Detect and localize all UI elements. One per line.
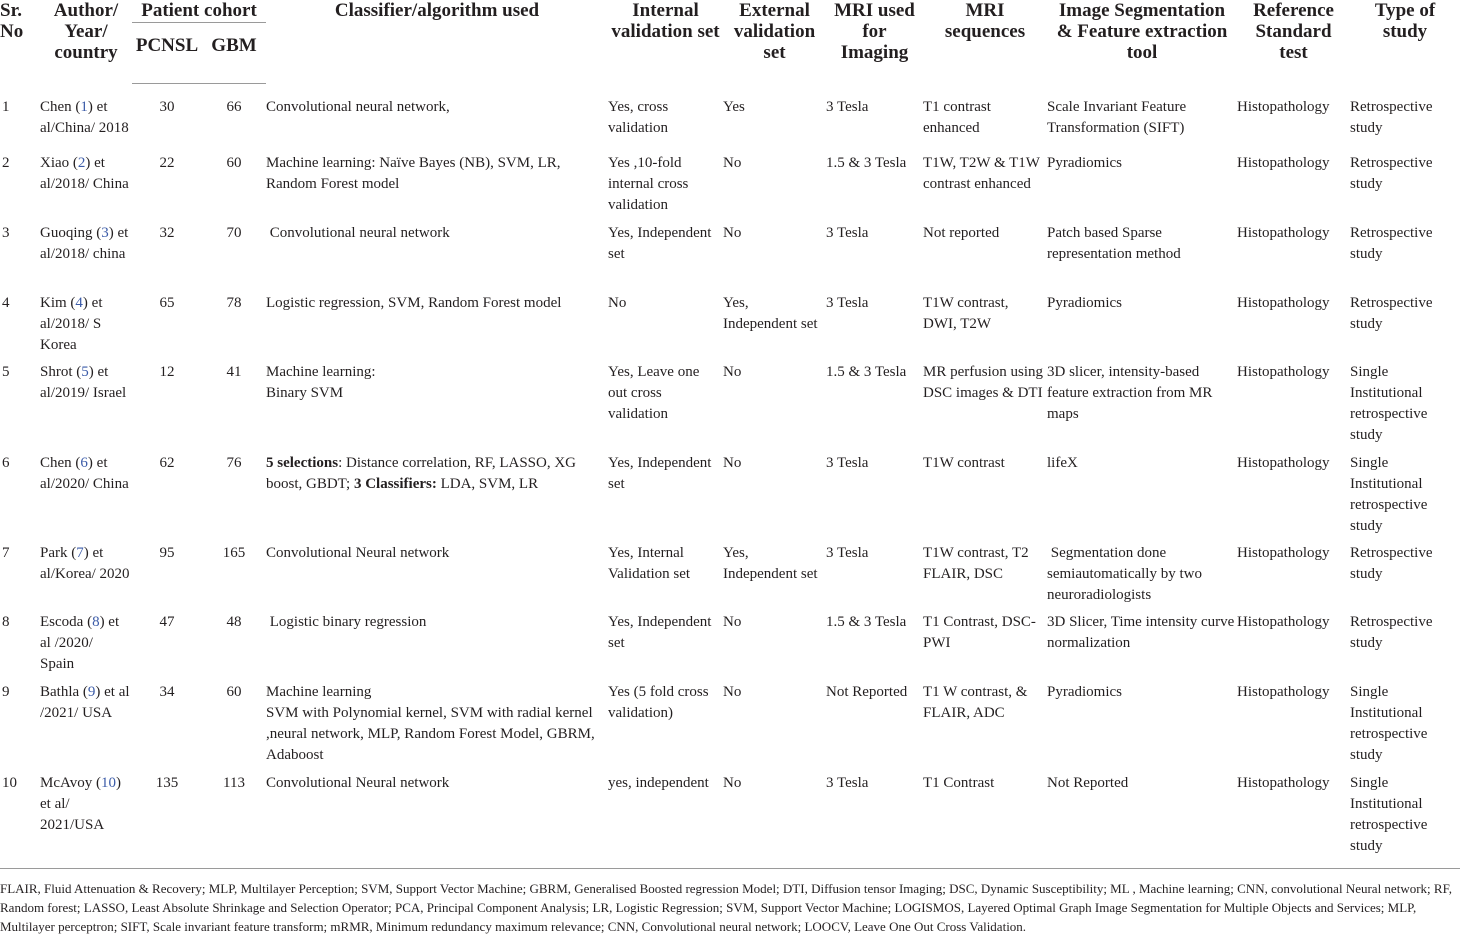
- cell-type-of-study: Retrospective study: [1350, 544, 1433, 582]
- classifier-text: : Distance correlation, RF, LASSO, XG boost, GBDT;: [266, 454, 580, 492]
- table-row: [0, 773, 1460, 857]
- cell-segmentation-tool: Patch based Sparse representation method: [1047, 224, 1181, 262]
- cell-mri-used: 3 Tesla: [826, 454, 869, 471]
- cell-sr-no: 3: [2, 224, 10, 241]
- cell-type-of-study: Single Institutional retrospective study: [1350, 774, 1428, 854]
- cell-type-of-study: Single Institutional retrospective study: [1350, 454, 1428, 534]
- cell-mri-used: 3 Tesla: [826, 774, 869, 791]
- table-row: [0, 84, 1460, 153]
- author-name: Chen (: [40, 98, 81, 115]
- cell-sr-no: 10: [2, 774, 17, 791]
- cell-classifier: [266, 682, 608, 773]
- cell-author: [40, 362, 132, 453]
- header-classifier: Classifier/algorithm used: [334, 0, 540, 21]
- cell-author: [40, 453, 132, 543]
- citation-link: 8: [92, 613, 100, 630]
- cell-external-validation: No: [723, 454, 742, 471]
- author-details: ) et al/China/ 2018: [40, 98, 129, 136]
- cell-classifier: Logistic binary regression: [266, 613, 427, 630]
- cell-segmentation-tool: 3D slicer, intensity-based feature extraction from MR maps: [1047, 363, 1217, 422]
- cell-mri-sequences: T1 contrast enhanced: [923, 98, 991, 136]
- cell-segmentation-tool: lifeX: [1047, 454, 1078, 471]
- cell-sr-no: 4: [2, 294, 10, 311]
- author-name: Shrot (: [40, 363, 82, 380]
- header-pcnsl: PCNSL: [132, 23, 202, 84]
- cell-gbm: 60: [226, 154, 242, 171]
- table-row: [0, 223, 1460, 293]
- cell-pcnsl: 22: [159, 154, 175, 171]
- cell-mri-sequences: T1 Contrast, DSC-PWI: [923, 613, 1036, 651]
- cell-sr-no: 9: [2, 683, 10, 700]
- cell-mri-used: 1.5 & 3 Tesla: [826, 613, 907, 630]
- classifier-line: Machine learning:: [266, 363, 376, 380]
- cell-sr-no: 8: [2, 613, 10, 630]
- cell-author: [40, 773, 132, 857]
- cell-segmentation-tool: Segmentation done semiautomatically by two neuroradiologists: [1047, 544, 1206, 603]
- cell-type-of-study: Single Institutional retrospective study: [1350, 683, 1428, 763]
- cell-external-validation: Yes: [723, 98, 745, 115]
- header-internal-validation: Internal validation set: [611, 0, 720, 42]
- cell-segmentation-tool: Not Reported: [1047, 774, 1129, 791]
- cell-gbm: 165: [222, 544, 246, 561]
- classifier-text: LDA, SVM, LR: [436, 475, 539, 492]
- cell-external-validation: No: [723, 224, 742, 241]
- cell-internal-validation: Yes ,10-fold internal cross validation: [608, 154, 689, 213]
- cell-reference-standard: Histopathology: [1237, 613, 1330, 630]
- cell-type-of-study: Retrospective study: [1350, 613, 1433, 651]
- cell-segmentation-tool: Pyradiomics: [1047, 683, 1122, 700]
- author-name: Xiao (: [40, 154, 78, 171]
- header-sr-no: Sr. No: [0, 0, 24, 42]
- citation-link: 2: [77, 154, 86, 171]
- cell-gbm: 113: [223, 774, 245, 791]
- cell-author: [40, 84, 132, 153]
- cell-gbm: 48: [226, 613, 242, 630]
- cell-sr-no: 1: [2, 98, 10, 115]
- cell-mri-used: 3 Tesla: [826, 98, 869, 115]
- cell-classifier: Convolutional neural network,: [266, 98, 450, 115]
- cell-internal-validation: No: [608, 294, 627, 311]
- cell-author: [40, 543, 132, 612]
- classifier-line: Machine learning: [266, 683, 372, 700]
- cell-author: [40, 682, 132, 773]
- cell-mri-used: Not Reported: [826, 683, 908, 700]
- author-name: Kim (: [40, 294, 76, 311]
- table-row: [0, 682, 1460, 773]
- author-details: ) et al/Korea/ 2020: [40, 544, 130, 582]
- cell-internal-validation: Yes, Independent set: [608, 613, 712, 651]
- cell-mri-used: 1.5 & 3 Tesla: [826, 154, 907, 171]
- cell-external-validation: Yes, Independent set: [723, 294, 818, 332]
- cell-reference-standard: Histopathology: [1237, 683, 1330, 700]
- cell-pcnsl: 12: [159, 363, 175, 380]
- citation-link: 10: [100, 774, 116, 791]
- cell-classifier: Convolutional neural network: [266, 224, 450, 241]
- cell-reference-standard: Histopathology: [1237, 544, 1330, 561]
- cell-internal-validation: Yes (5 fold cross validation): [608, 683, 709, 721]
- cell-external-validation: No: [723, 774, 742, 791]
- cell-classifier: [266, 362, 608, 453]
- cell-gbm: 41: [226, 363, 242, 380]
- cell-mri-sequences: T1 Contrast: [923, 774, 995, 791]
- cell-author: [40, 153, 132, 223]
- cell-mri-sequences: T1W contrast, DWI, T2W: [923, 294, 1009, 332]
- cell-pcnsl: 135: [155, 774, 179, 791]
- author-details: ) et al/2018/ china: [40, 224, 129, 262]
- cell-reference-standard: Histopathology: [1237, 294, 1330, 311]
- cell-gbm: 78: [226, 294, 242, 311]
- cell-sr-no: 2: [2, 154, 10, 171]
- cell-pcnsl: 62: [159, 454, 175, 471]
- cell-type-of-study: Retrospective study: [1350, 224, 1433, 262]
- cell-internal-validation: Yes, Independent set: [608, 224, 712, 262]
- author-name: Bathla (: [40, 683, 88, 700]
- cell-mri-used: 1.5 & 3 Tesla: [826, 363, 907, 380]
- cell-pcnsl: 65: [159, 294, 175, 311]
- cell-author: [40, 223, 132, 293]
- citation-link: 4: [75, 294, 83, 311]
- cell-external-validation: No: [723, 613, 742, 630]
- classifier-line: SVM with Polynomial kernel, SVM with radial kernel ,neural network, MLP, Random Forest Model, GBRM, Adaboost: [266, 704, 598, 763]
- author-details: ) et al/2019/ Israel: [40, 363, 127, 401]
- author-name: McAvoy (: [40, 774, 101, 791]
- header-gbm: GBM: [202, 23, 266, 84]
- header-mri-used: MRI used for Imaging: [834, 0, 915, 63]
- cell-internal-validation: Yes, Internal Validation set: [608, 544, 691, 582]
- cell-type-of-study: Single Institutional retrospective study: [1350, 363, 1428, 443]
- cell-segmentation-tool: Pyradiomics: [1047, 154, 1122, 171]
- cell-segmentation-tool: Pyradiomics: [1047, 294, 1122, 311]
- cell-mri-sequences: T1 W contrast, & FLAIR, ADC: [923, 683, 1028, 721]
- cell-gbm: 66: [226, 99, 242, 115]
- cell-external-validation: No: [723, 683, 742, 700]
- cell-classifier: [266, 453, 608, 543]
- cell-reference-standard: Histopathology: [1237, 98, 1330, 115]
- header-author: Author/ Year/ country: [53, 0, 119, 63]
- author-details: ) et al/2018/ S Korea: [40, 294, 103, 353]
- citation-link: 1: [80, 98, 88, 115]
- cell-external-validation: No: [723, 363, 742, 380]
- cell-author: [40, 612, 132, 682]
- cell-gbm: 70: [226, 224, 242, 241]
- cell-segmentation-tool: 3D Slicer, Time intensity curve normalization: [1047, 613, 1239, 651]
- classifier-bold-label: 3 Classifiers:: [353, 475, 437, 492]
- table-row: [0, 362, 1460, 453]
- author-name: Escoda (: [40, 613, 93, 630]
- citation-link: 9: [87, 683, 96, 700]
- cell-mri-used: 3 Tesla: [826, 544, 869, 561]
- author-name: Guoqing (: [40, 224, 102, 241]
- cell-internal-validation: Yes, cross validation: [608, 98, 669, 136]
- cell-sr-no: 5: [2, 363, 10, 380]
- table-row: [0, 543, 1460, 612]
- cell-reference-standard: Histopathology: [1237, 154, 1330, 171]
- citation-link: 5: [81, 363, 89, 380]
- cell-mri-used: 3 Tesla: [826, 294, 869, 311]
- cell-sr-no: 7: [2, 544, 10, 561]
- cell-reference-standard: Histopathology: [1237, 454, 1330, 471]
- cell-pcnsl: 95: [159, 544, 175, 561]
- cell-type-of-study: Retrospective study: [1350, 294, 1433, 332]
- cell-mri-sequences: T1W contrast: [923, 454, 1005, 471]
- cell-external-validation: No: [723, 154, 742, 171]
- author-name: Park (: [40, 544, 77, 561]
- table-row: [0, 453, 1460, 543]
- citation-link: 6: [80, 454, 88, 471]
- cell-type-of-study: Retrospective study: [1350, 154, 1433, 192]
- citation-link: 3: [101, 224, 109, 241]
- table-row: [0, 153, 1460, 223]
- table-footnote: FLAIR, Fluid Attenuation & Recovery; MLP, Multilayer Perception; SVM, Support Vector Machine; GBRM, Generalised Boosted regression Model; DTI, Diffusion tensor Imaging; DSC, Dynamic Susceptibility; ML , Machine learning; CNN, convolutional Neural network; RF, Random forest; LASSO, Least Absolute Shrinkage and Selection Operator; PCA, Principal Component Analysis; LR, Logistic Regression; SVM, Support Vector Machine; LOGISMOS, Layered Optimal Graph Image Segmentation for Multiple Objects and Services; MLP, Multilayer perceptron; SIFT, Scale invariant feature transform; mRMR, Minimum redundancy maximum relevance; CNN, Convolutional neural network; LOOCV, Leave One Out Cross Validation.: [0, 868, 1460, 936]
- cell-pcnsl: 34: [159, 683, 175, 700]
- author-details: ) et al /2021/ USA: [40, 683, 130, 721]
- cell-author: [40, 293, 132, 362]
- cell-gbm: 60: [226, 683, 242, 700]
- classifier-line: Binary SVM: [266, 384, 344, 401]
- author-details: ) et al/2018/ China: [40, 154, 129, 192]
- author-details: ) et al /2020/ Spain: [40, 613, 120, 672]
- table-row: [0, 293, 1460, 362]
- header-type-of-study: Type of study: [1374, 0, 1436, 42]
- header-reference-standard: Reference Standard test: [1253, 0, 1334, 63]
- cell-mri-sequences: T1W, T2W & T1W contrast enhanced: [923, 154, 1040, 192]
- table-row: [0, 612, 1460, 682]
- cell-internal-validation: Yes, Leave one out cross validation: [608, 363, 700, 422]
- cell-reference-standard: Histopathology: [1237, 363, 1330, 380]
- header-external-validation: External validation set: [733, 0, 816, 63]
- cell-mri-sequences: Not reported: [923, 224, 1000, 241]
- classifier-bold-label: 5 selections: [266, 454, 339, 471]
- cell-external-validation: Yes, Independent set: [723, 544, 818, 582]
- author-name: Chen (: [40, 454, 81, 471]
- header-patient-cohort: Patient cohort: [132, 0, 266, 23]
- cell-mri-used: 3 Tesla: [826, 224, 869, 241]
- cell-sr-no: 6: [2, 454, 10, 471]
- header-segmentation-tool: Image Segmentation & Feature extraction tool: [1056, 0, 1228, 63]
- header-mri-sequences: MRI sequences: [944, 0, 1026, 42]
- cell-type-of-study: Retrospective study: [1350, 98, 1433, 136]
- citation-link: 7: [76, 544, 84, 561]
- cell-pcnsl: 47: [159, 613, 175, 630]
- cell-classifier: Convolutional Neural network: [266, 544, 450, 561]
- cell-classifier: Logistic regression, SVM, Random Forest model: [266, 294, 562, 311]
- cell-gbm: 76: [226, 454, 242, 471]
- cell-pcnsl: 32: [159, 224, 175, 241]
- cell-reference-standard: Histopathology: [1237, 774, 1330, 791]
- author-details: ) et al/2020/ China: [40, 454, 129, 492]
- cell-reference-standard: Histopathology: [1237, 224, 1330, 241]
- author-details: ) et al/ 2021/USA: [40, 774, 121, 833]
- cell-mri-sequences: MR perfusion using DSC images & DTI: [923, 363, 1043, 401]
- cell-mri-sequences: T1W contrast, T2 FLAIR, DSC: [923, 544, 1029, 582]
- cell-classifier: Convolutional Neural network: [266, 774, 450, 791]
- cell-pcnsl: 30: [159, 99, 175, 115]
- cell-segmentation-tool: Scale Invariant Feature Transformation (SIFT): [1047, 98, 1190, 136]
- cell-classifier: Machine learning: Naïve Bayes (NB), SVM, LR, Random Forest model: [266, 154, 565, 192]
- cell-internal-validation: Yes, Independent set: [608, 454, 712, 492]
- cell-internal-validation: yes, independent: [608, 774, 709, 791]
